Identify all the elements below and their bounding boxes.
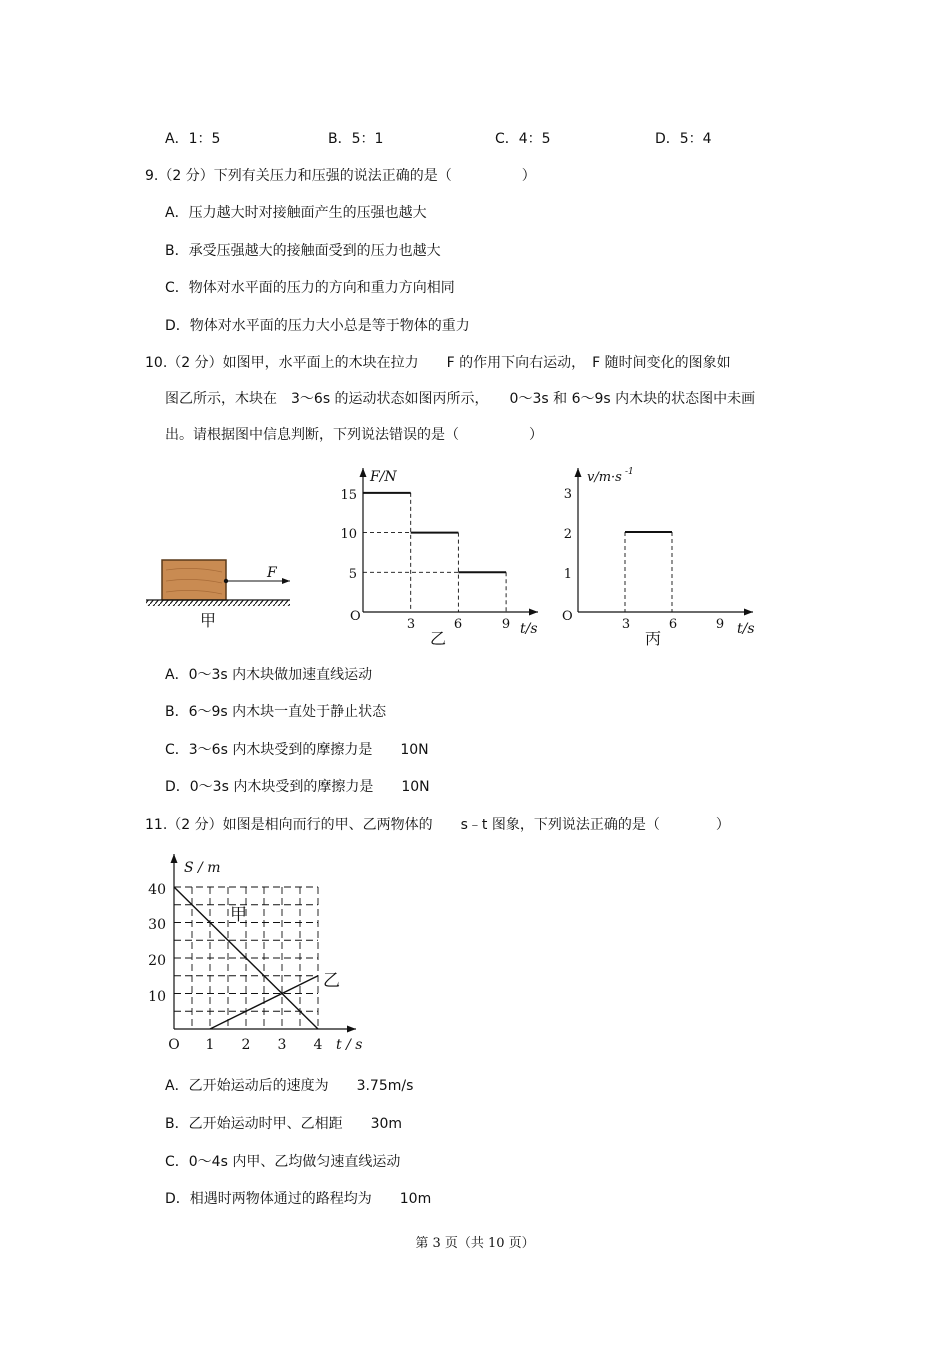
yi-x-arrow: [529, 609, 538, 616]
page-footer: 第 3 页（共 10 页）: [415, 1236, 535, 1251]
st-xtick-2: 2: [241, 1037, 251, 1053]
q9-option-b: B．承受压强越大的接触面受到的压力也越大: [165, 243, 441, 259]
st-ylabel: S / m: [184, 860, 221, 876]
q10-stem-line-1: 10.（2 分）如图甲，水平面上的木块在拉力 F 的作用下向右运动， F 随时间变化的图象如: [145, 355, 731, 371]
bing-ytick-3: 3: [563, 487, 572, 502]
q11-option-b: B．乙开始运动时甲、乙相距 30m: [165, 1116, 403, 1132]
q9-option-a: A．压力越大时对接触面产生的压强也越大: [165, 205, 427, 221]
bing-ylabel: v/m·s: [587, 470, 622, 485]
yi-xtick-9: 9: [501, 617, 511, 632]
figure-jia: [140, 550, 300, 635]
st-y-arrow: [171, 854, 178, 863]
yi-xtick-6: 6: [453, 617, 463, 632]
force-label: F: [267, 565, 277, 581]
yi-y-arrow: [360, 468, 367, 477]
q8-option-b: B．5：1: [328, 131, 384, 147]
bing-origin: O: [562, 609, 573, 624]
q8-option-d: D．5：4: [655, 131, 712, 147]
yi-ytick-10: 10: [340, 527, 357, 542]
ground-hatch: [146, 600, 290, 606]
st-label-yi: 乙: [323, 971, 340, 991]
st-x-arrow: [347, 1026, 356, 1033]
st-ytick-30: 30: [148, 917, 166, 933]
q11-option-c: C．0～4s 内甲、乙均做匀速直线运动: [165, 1154, 401, 1170]
q10-option-d: D．0～3s 内木块受到的摩擦力是 10N: [165, 779, 430, 795]
bing-x-arrow: [744, 609, 753, 616]
q9-option-c: C．物体对水平面的压力的方向和重力方向相同: [165, 280, 455, 296]
yi-caption: 乙: [429, 629, 447, 648]
bing-xtick-3: 3: [621, 617, 631, 632]
st-origin: O: [168, 1037, 180, 1053]
st-ytick-10: 10: [148, 989, 166, 1005]
st-ytick-20: 20: [148, 953, 166, 969]
yi-xlabel: t/s: [520, 621, 538, 637]
figure-jia-caption: 甲: [199, 611, 217, 630]
st-label-jia: 甲: [230, 905, 247, 925]
q10-stem-line-2: 图乙所示，木块在 3～6s 的运动状态如图丙所示， 0～3s 和 6～9s 内木块的状态图中未画: [165, 391, 756, 407]
st-xtick-4: 4: [313, 1037, 323, 1053]
bing-y-arrow: [575, 468, 582, 477]
q8-option-c: C．4：5: [495, 131, 551, 147]
q10-option-a: A．0～3s 内木块做加速直线运动: [165, 667, 373, 683]
bing-ytick-1: 1: [563, 567, 572, 582]
q10-option-c: C．3～6s 内木块受到的摩擦力是 10N: [165, 742, 429, 758]
bing-caption: 丙: [644, 629, 662, 648]
st-ytick-40: 40: [148, 882, 166, 898]
bing-xtick-6: 6: [668, 617, 678, 632]
q10-option-b: B．6～9s 内木块一直处于静止状态: [165, 704, 387, 720]
q11-option-d: D．相遇时两物体通过的路程均为 10m: [165, 1191, 432, 1207]
yi-ylabel: F/N: [370, 469, 397, 485]
figure-yi-force-graph: [330, 460, 550, 650]
bing-ytick-2: 2: [563, 527, 572, 542]
bing-ylabel-sup: -1: [625, 467, 634, 477]
st-xtick-3: 3: [277, 1037, 287, 1053]
q10-stem-line-3: 出。请根据图中信息判断，下列说法错误的是（ ）: [165, 427, 543, 443]
q9-stem: 9.（2 分）下列有关压力和压强的说法正确的是（ ）: [145, 168, 536, 184]
q11-stem: 11.（2 分）如图是相向而行的甲、乙两物体的 s﹣t 图象，下列说法正确的是（ ）: [145, 817, 730, 833]
yi-xtick-3: 3: [406, 617, 416, 632]
q8-option-a: A．1：5: [165, 131, 221, 147]
figure-bing-velocity-graph: [555, 460, 765, 650]
bing-xtick-9: 9: [715, 617, 725, 632]
yi-ytick-15: 15: [340, 488, 357, 503]
q9-option-d: D．物体对水平面的压力大小总是等于物体的重力: [165, 318, 470, 334]
q11-option-a: A．乙开始运动后的速度为 3.75m/s: [165, 1078, 414, 1094]
st-xlabel: t / s: [336, 1037, 363, 1053]
yi-origin: O: [350, 609, 361, 624]
figure-s-t-graph: [140, 848, 370, 1060]
bing-xlabel: t/s: [737, 621, 755, 637]
st-xtick-1: 1: [205, 1037, 215, 1053]
yi-ytick-5: 5: [348, 567, 357, 582]
